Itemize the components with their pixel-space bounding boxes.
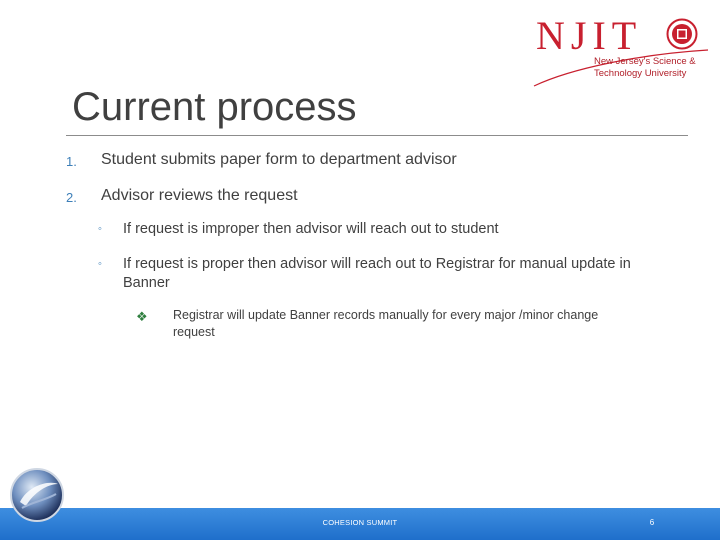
sub-bullet: ◦ <box>98 258 102 270</box>
footer-label: COHESION SUMMIT <box>322 518 398 527</box>
njit-logo <box>532 10 710 86</box>
title-divider <box>66 135 688 136</box>
slide-title: Current process <box>72 85 357 129</box>
page-number: 6 <box>649 518 655 527</box>
logo-tagline-line2: Technology University <box>594 68 687 79</box>
logo-tagline <box>594 56 706 80</box>
globe-logo-icon <box>8 466 66 524</box>
logo-tagline-line1: New Jersey's Science & <box>594 56 696 67</box>
list-number: 1. <box>66 154 77 169</box>
list-number: 2. <box>66 190 77 205</box>
sub-list-item-text: If request is improper then advisor will reach out to student <box>123 221 499 237</box>
logo-wordmark: NJIT <box>536 13 643 58</box>
diamond-bullet-icon: ❖ <box>136 309 148 324</box>
list-item-text: Advisor reviews the request <box>101 187 298 204</box>
sub-bullet: ◦ <box>98 223 102 235</box>
list-item-text: Student submits paper form to department advisor <box>101 151 457 168</box>
sub-list-item-text: If request is proper then advisor will reach out to Registrar for manual update in Banner <box>123 256 631 291</box>
nested-list-item-text: Registrar will update Banner records manually for every major /minor change request <box>173 308 599 339</box>
